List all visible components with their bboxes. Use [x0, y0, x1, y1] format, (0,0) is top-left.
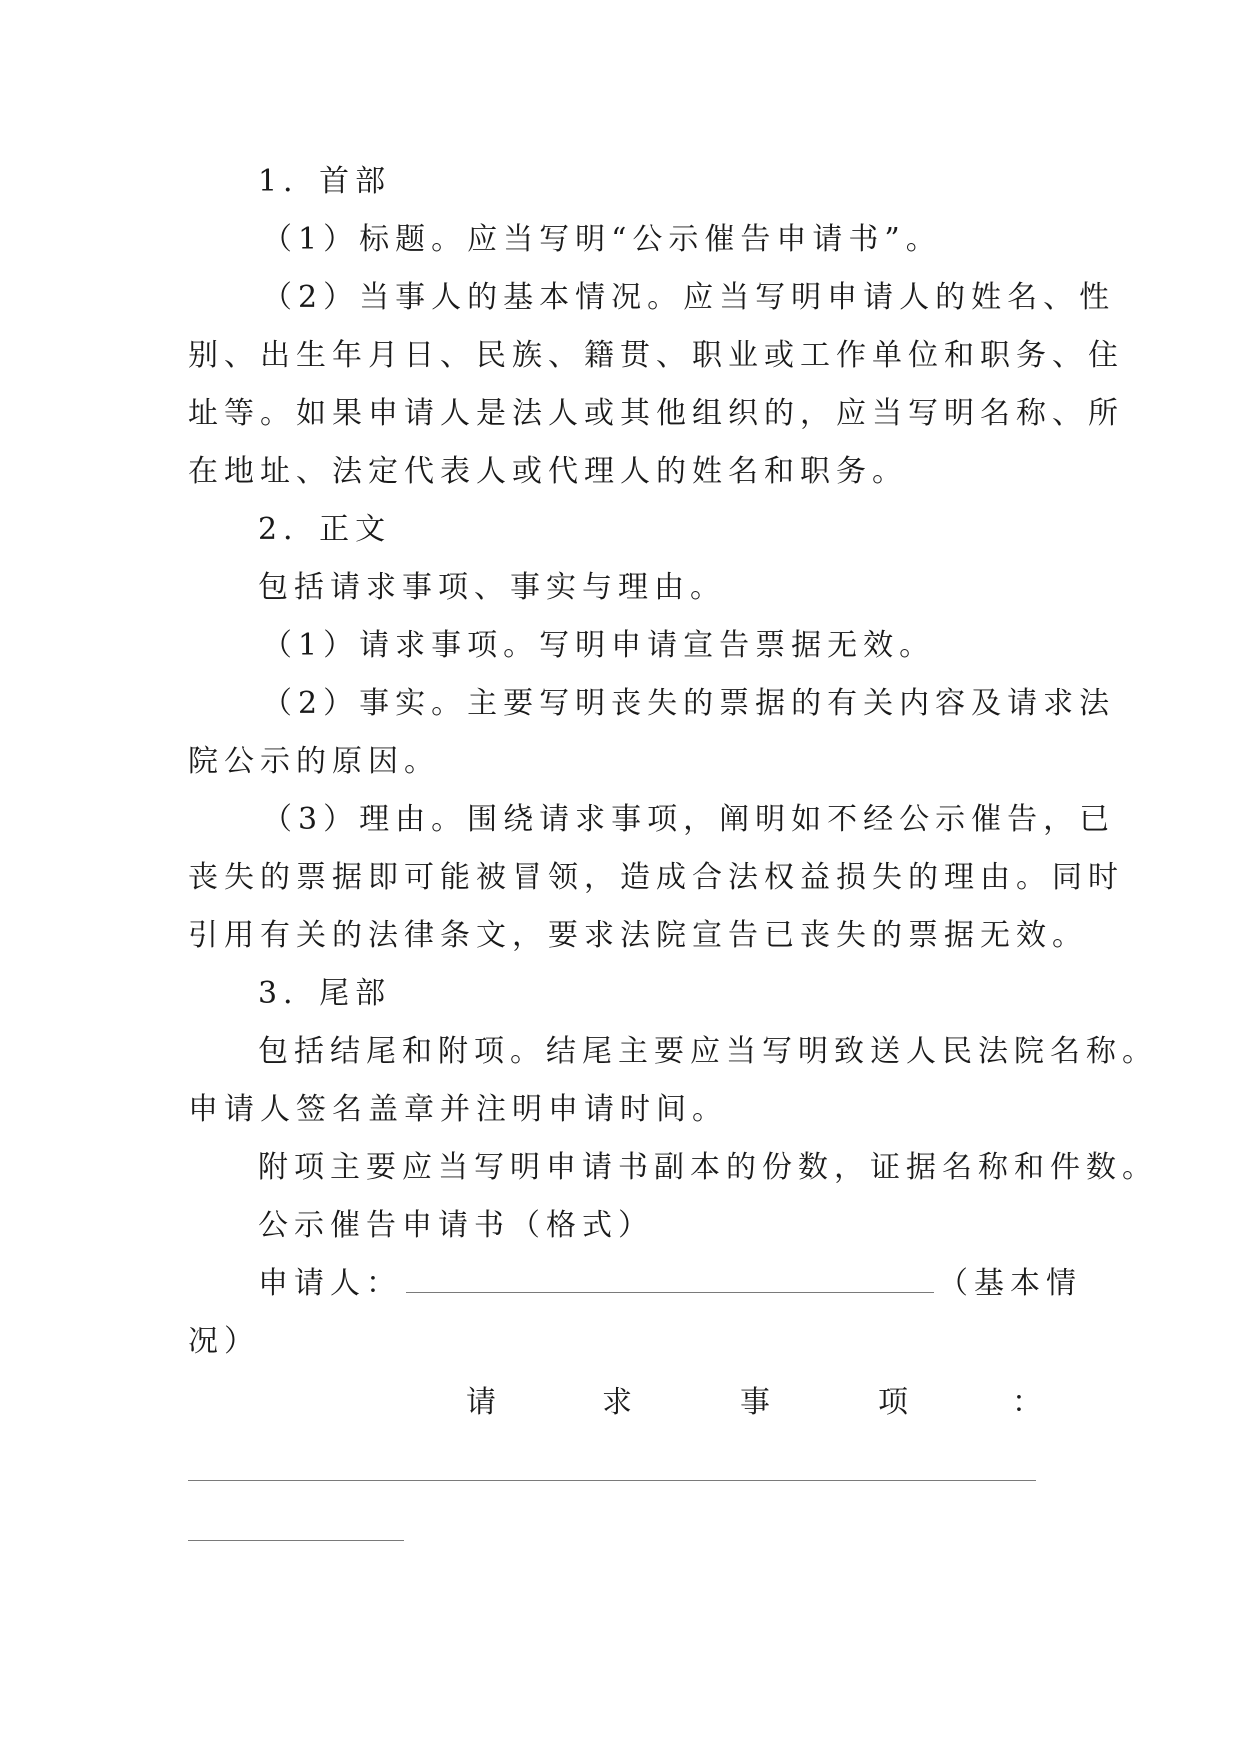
applicant-wrap: 况）	[188, 1324, 260, 1359]
applicant-row	[0, 1255, 1241, 1313]
item-request: （1）请求事项。写明申请宣告票据无效。	[262, 628, 936, 663]
paragraph-line: 申请人签名盖章并注明申请时间。	[188, 1092, 728, 1127]
paragraph-line: 附项主要应当写明申请书副本的份数，证据名称和件数。	[258, 1150, 1158, 1185]
paragraph-line: 包括请求事项、事实与理由。	[258, 570, 726, 605]
section-heading-3: 3．尾部	[258, 976, 392, 1011]
paragraph-line: 包括结尾和附项。结尾主要应当写明致送人民法院名称。	[258, 1034, 1158, 1069]
paragraph-line: 别、出生年月日、民族、籍贯、职业或工作单位和职务、住	[188, 338, 1124, 373]
request-char: 事	[740, 1385, 770, 1420]
request-char: ：	[1012, 1385, 1042, 1420]
request-char: 项	[878, 1385, 908, 1420]
paragraph-line: 丧失的票据即可能被冒领，造成合法权益损失的理由。同时	[188, 860, 1124, 895]
item-facts: （2）事实。主要写明丧失的票据的有关内容及请求法	[262, 686, 1116, 721]
paragraph-line: 院公示的原因。	[188, 744, 440, 779]
paragraph-line: 址等。如果申请人是法人或其他组织的，应当写明名称、所	[188, 396, 1124, 431]
applicant-label: 申请人：	[258, 1266, 402, 1301]
applicant-blank[interactable]	[406, 1262, 934, 1293]
request-char: 求	[602, 1385, 632, 1420]
item-party-info: （2）当事人的基本情况。应当写明申请人的姓名、性	[262, 280, 1116, 315]
request-char: 请	[466, 1385, 496, 1420]
request-blank-line-1[interactable]	[188, 1480, 1036, 1481]
request-blank-line-2[interactable]	[188, 1540, 404, 1541]
item-reasons: （3）理由。围绕请求事项，阐明如不经公示催告，已	[262, 802, 1116, 837]
form-title: 公示催告申请书（格式）	[258, 1208, 654, 1243]
paragraph-line: 在地址、法定代表人或代理人的姓名和职务。	[188, 454, 908, 489]
request-heading	[0, 1374, 1241, 1432]
section-heading-2: 2．正文	[258, 512, 392, 547]
item-title: （1）标题。应当写明“公示催告申请书”。	[262, 222, 942, 257]
paragraph-line: 引用有关的法律条文，要求法院宣告已丧失的票据无效。	[188, 918, 1088, 953]
section-heading-1: 1．首部	[258, 164, 392, 199]
applicant-suffix: （基本情	[938, 1266, 1082, 1301]
